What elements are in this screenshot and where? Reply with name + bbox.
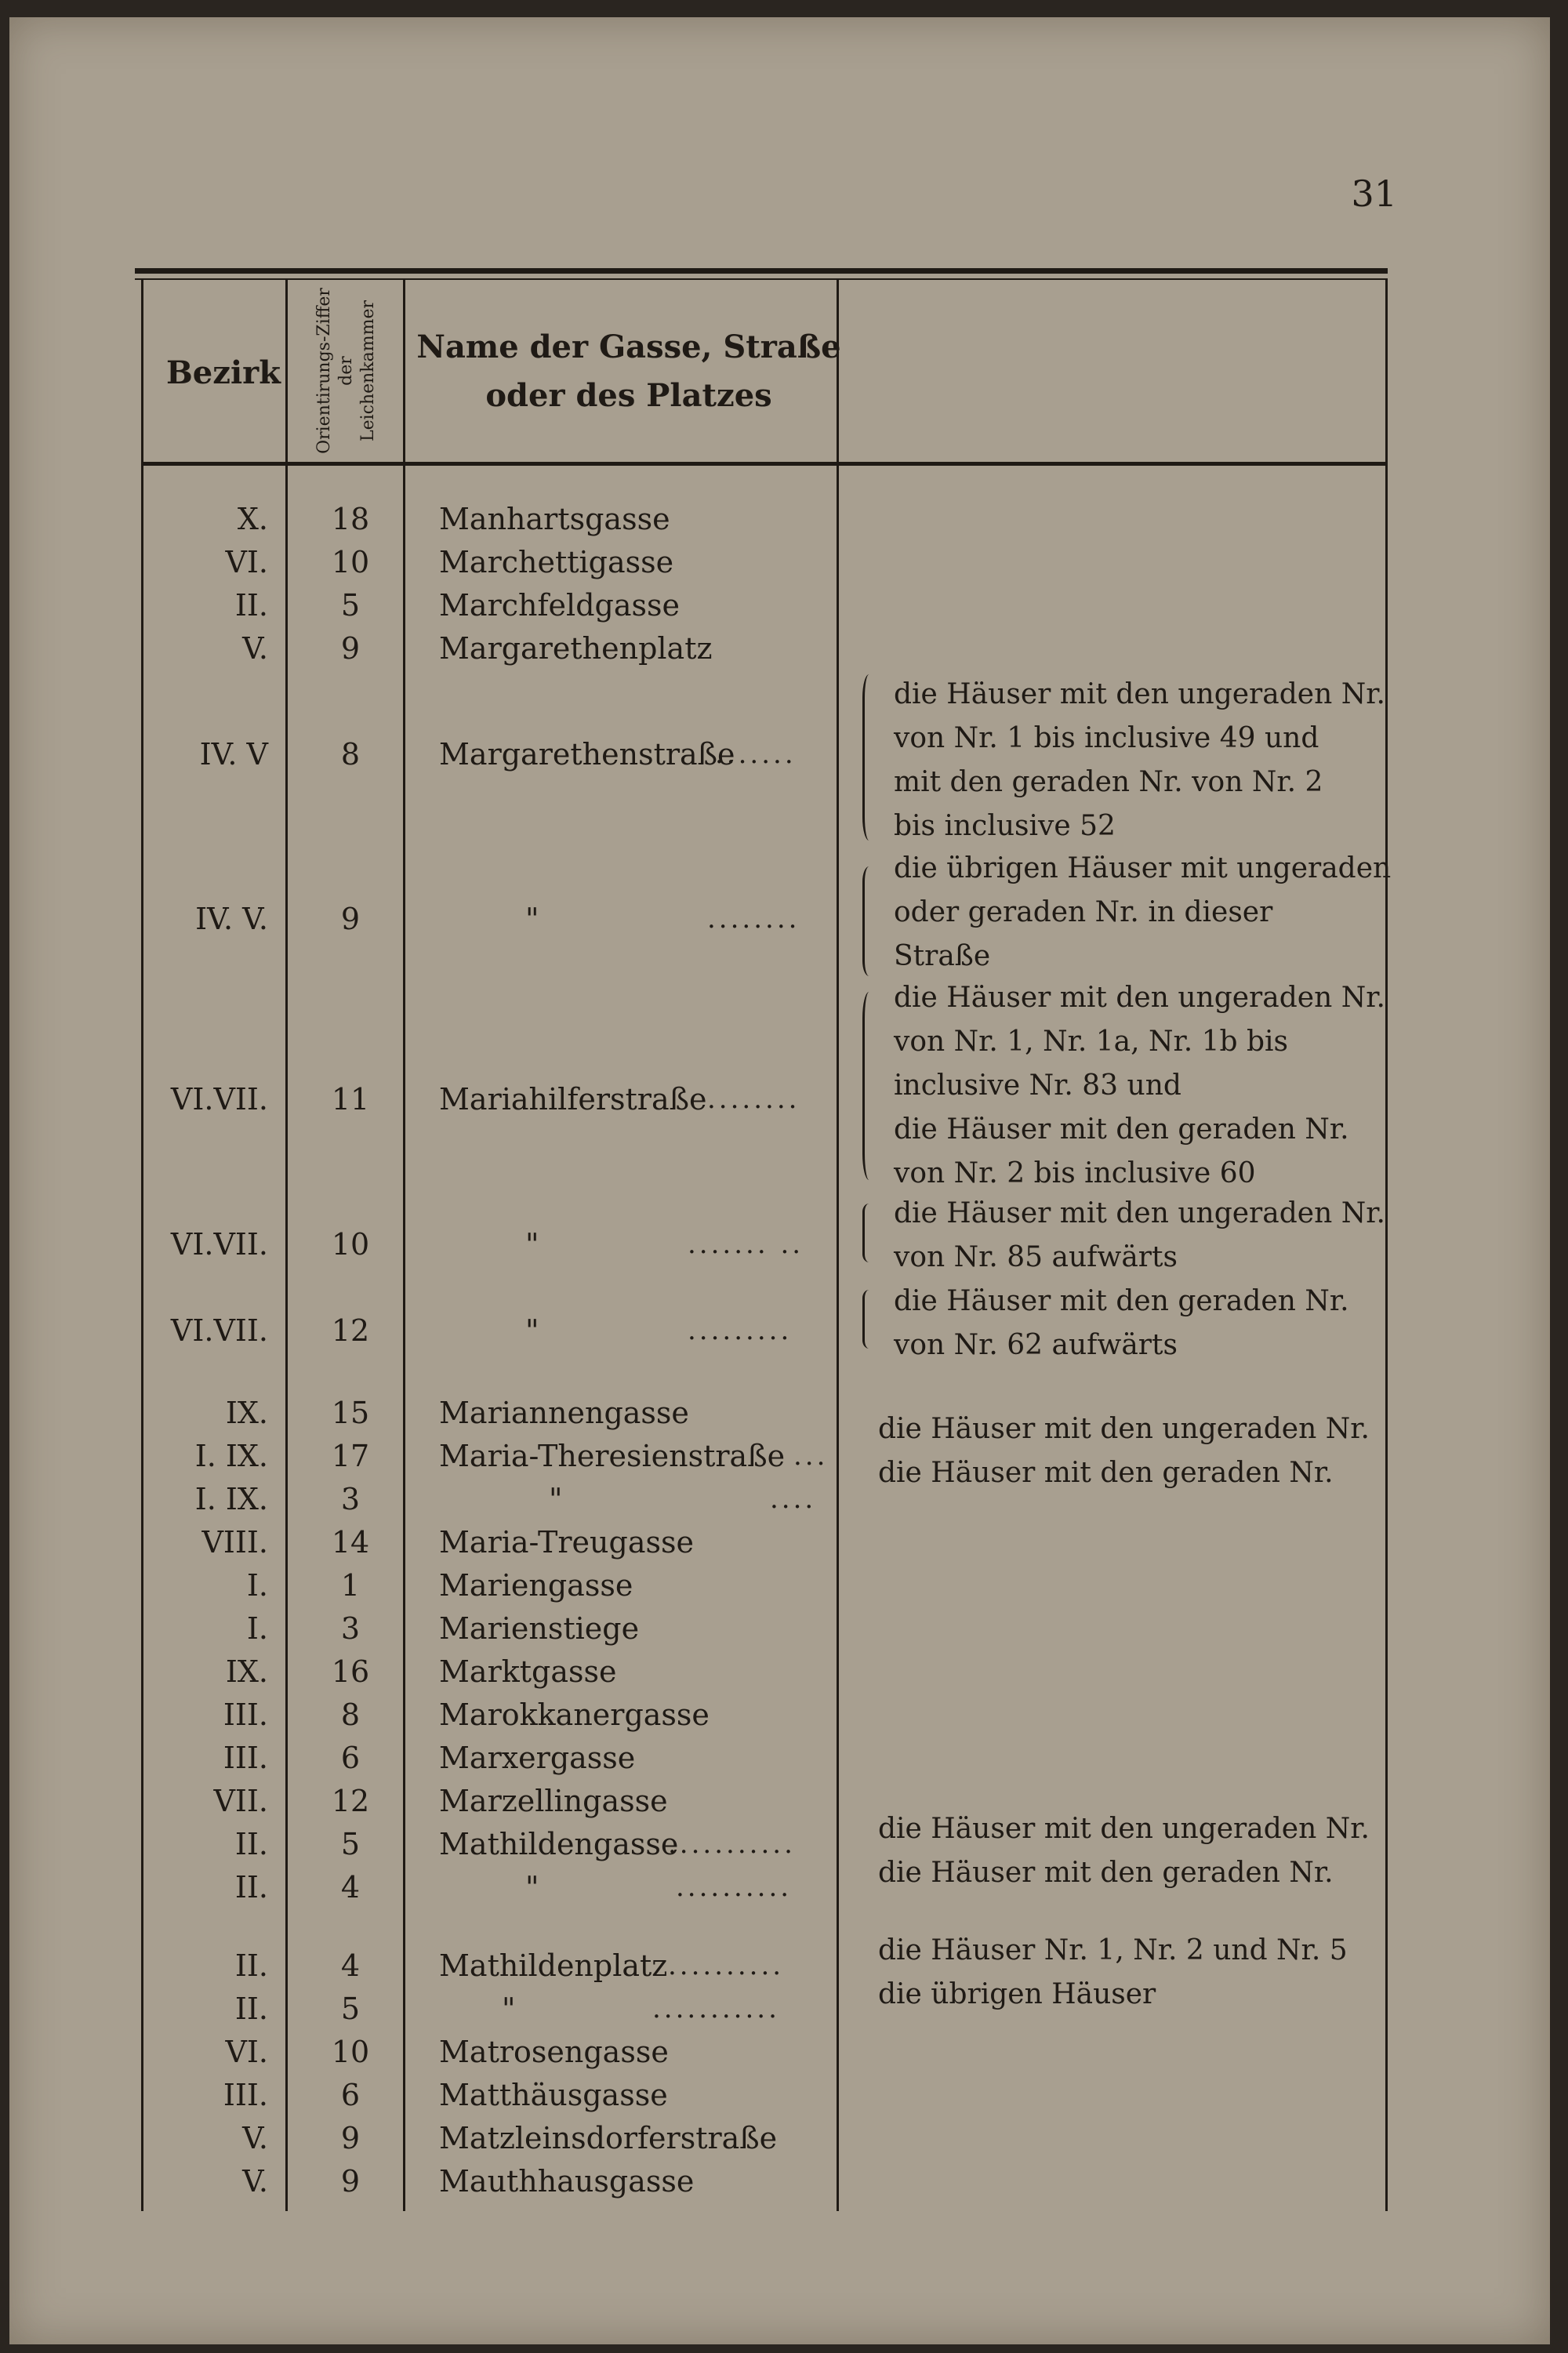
book-page <box>9 17 1550 2344</box>
bezirk-cell: IX. <box>225 1654 268 1689</box>
ziffer-cell: 11 <box>331 1082 370 1117</box>
note-line: von Nr. 62 aufwärts <box>894 1329 1178 1361</box>
street-name-cell: " <box>502 1992 516 2026</box>
note-line: die übrigen Häuser <box>878 1978 1156 2010</box>
bezirk-cell: II. <box>234 1948 268 1983</box>
header-ziffer <box>303 282 390 459</box>
ziffer-cell: 5 <box>340 1992 361 2026</box>
note-line: Straße <box>894 940 991 972</box>
note-line: die Häuser mit den ungeraden Nr. <box>894 1197 1385 1229</box>
bezirk-cell: III. <box>223 1741 268 1775</box>
ziffer-cell: 16 <box>331 1654 370 1689</box>
header-bezirk: Bezirk <box>166 354 281 391</box>
dot-leader: .......... <box>668 1950 785 1981</box>
table-top-rule-thin <box>135 278 1388 280</box>
ziffer-cell: 10 <box>331 2035 370 2069</box>
ziffer-cell: 8 <box>340 737 361 772</box>
ziffer-cell: 8 <box>340 1698 361 1732</box>
table-top-rule <box>135 268 1388 274</box>
column-divider <box>403 278 405 2211</box>
street-name-cell: Matzleinsdorferstraße <box>439 2121 778 2155</box>
ziffer-cell: 3 <box>340 1611 361 1646</box>
ziffer-cell: 9 <box>340 631 361 666</box>
curly-brace <box>862 866 876 976</box>
note-line: die Häuser mit den geraden Nr. <box>894 1285 1349 1317</box>
header-name <box>409 323 848 420</box>
street-name-cell: Marchettigasse <box>439 545 674 579</box>
note-line: die Häuser mit den ungeraden Nr. <box>878 1813 1370 1845</box>
bezirk-cell: IV. V. <box>195 902 268 936</box>
note-line: oder geraden Nr. in dieser <box>894 896 1273 928</box>
street-name-cell: Marokkanergasse <box>439 1698 710 1732</box>
table-header-rule <box>141 462 1388 466</box>
street-name-cell: Marchfeldgasse <box>439 588 680 623</box>
street-name-cell: Mauthhausgasse <box>439 2164 695 2199</box>
ziffer-cell: 4 <box>340 1948 361 1983</box>
bezirk-cell: V. <box>242 2164 268 2199</box>
bezirk-cell: II. <box>234 1827 268 1861</box>
street-name-cell: " <box>525 902 539 936</box>
ziffer-cell: 10 <box>331 545 370 579</box>
street-name-cell: Mariannengasse <box>439 1396 689 1430</box>
street-name-cell: Mariengasse <box>439 1568 633 1603</box>
note-line: von Nr. 1, Nr. 1a, Nr. 1b bis <box>894 1026 1289 1058</box>
street-name-cell: " <box>525 1227 539 1262</box>
street-name-cell: " <box>549 1482 563 1516</box>
street-name-cell: " <box>525 1313 539 1348</box>
column-divider <box>1385 278 1388 2211</box>
street-name-cell: Maria-Theresienstraße <box>439 1439 786 1473</box>
street-name-cell: Mathildenplatz <box>439 1948 668 1983</box>
bezirk-cell: III. <box>223 2078 268 2112</box>
bezirk-cell: VI.VII. <box>170 1227 268 1262</box>
note-line: die übrigen Häuser mit ungeraden <box>894 852 1392 884</box>
dot-leader: ......... <box>688 1315 793 1346</box>
ziffer-cell: 10 <box>331 1227 370 1262</box>
bezirk-cell: II. <box>234 588 268 623</box>
ziffer-cell: 9 <box>340 2164 361 2199</box>
ziffer-cell: 9 <box>340 902 361 936</box>
bezirk-cell: VI. <box>225 545 268 579</box>
bezirk-cell: V. <box>242 631 268 666</box>
column-divider <box>837 278 839 2211</box>
street-name-cell: Margarethenplatz <box>439 631 713 666</box>
dot-leader: ........... <box>652 1993 780 2024</box>
street-name-cell: Marienstiege <box>439 1611 640 1646</box>
ziffer-cell: 12 <box>331 1784 370 1818</box>
ziffer-cell: 14 <box>331 1525 370 1560</box>
page-number: 31 <box>1351 172 1397 215</box>
bezirk-cell: I. IX. <box>194 1482 268 1516</box>
street-name-cell: Marzellingasse <box>439 1784 668 1818</box>
dot-leader: .... <box>770 1483 817 1515</box>
note-line: von Nr. 2 bis inclusive 60 <box>894 1157 1256 1189</box>
bezirk-cell: I. <box>246 1568 268 1603</box>
curly-brace <box>862 1204 876 1262</box>
bezirk-cell: VI.VII. <box>170 1082 268 1117</box>
street-name-cell: Matrosengasse <box>439 2035 669 2069</box>
street-name-cell: Matthäusgasse <box>439 2078 668 2112</box>
street-name-cell: " <box>525 1870 539 1905</box>
note-line: mit den geraden Nr. von Nr. 2 <box>894 766 1323 798</box>
street-name-cell: Mathildengasse <box>439 1827 679 1861</box>
ziffer-cell: 6 <box>340 2078 361 2112</box>
note-line: die Häuser mit den ungeraden Nr. <box>878 1413 1370 1445</box>
note-line: die Häuser mit den geraden Nr. <box>878 1457 1334 1489</box>
note-line: inclusive Nr. 83 und <box>894 1069 1181 1102</box>
ziffer-cell: 15 <box>331 1396 370 1430</box>
note-line: von Nr. 85 aufwärts <box>894 1241 1178 1273</box>
note-line: von Nr. 1 bis inclusive 49 und <box>894 722 1319 754</box>
street-name-cell: Maria-Treugasse <box>439 1525 694 1560</box>
bezirk-cell: VI. <box>225 2035 268 2069</box>
ziffer-cell: 17 <box>331 1439 370 1473</box>
header-name-line2: oder des Platzes <box>485 377 772 414</box>
dot-leader: ........... <box>668 1828 796 1860</box>
ziffer-cell: 5 <box>340 588 361 623</box>
note-line: die Häuser mit den geraden Nr. <box>894 1113 1349 1146</box>
street-name-cell: Manhartsgasse <box>439 502 670 536</box>
note-line: die Häuser mit den geraden Nr. <box>878 1857 1334 1889</box>
ziffer-cell: 6 <box>340 1741 361 1775</box>
bezirk-cell: VI.VII. <box>170 1313 268 1348</box>
bezirk-cell: II. <box>234 1992 268 2026</box>
ziffer-cell: 1 <box>340 1568 361 1603</box>
ziffer-cell: 4 <box>340 1870 361 1905</box>
note-line: die Häuser Nr. 1, Nr. 2 und Nr. 5 <box>878 1934 1348 1966</box>
header-name-line1: Name der Gasse, Straße <box>416 329 841 365</box>
dot-leader: ........ <box>707 1084 800 1115</box>
bezirk-cell: III. <box>223 1698 268 1732</box>
bezirk-cell: V. <box>242 2121 268 2155</box>
ziffer-cell: 5 <box>340 1827 361 1861</box>
bezirk-cell: VIII. <box>201 1525 268 1560</box>
ziffer-cell: 18 <box>331 502 370 536</box>
ziffer-cell: 9 <box>340 2121 361 2155</box>
curly-brace <box>862 1290 876 1349</box>
curly-brace <box>862 992 876 1180</box>
bezirk-cell: I. IX. <box>194 1439 268 1473</box>
header-ziffer-text: Orientirungs-Ziffer der Leichenkammer <box>314 287 378 454</box>
street-name-cell: Mariahilferstraße <box>439 1082 707 1117</box>
bezirk-cell: I. <box>246 1611 268 1646</box>
dot-leader: ....... .. <box>688 1229 804 1260</box>
bezirk-cell: IV. V <box>199 737 268 772</box>
dot-leader: .......... <box>676 1872 793 1903</box>
note-line: die Häuser mit den ungeraden Nr. <box>894 982 1385 1014</box>
note-line: bis inclusive 52 <box>894 810 1116 842</box>
street-name-cell: Marktgasse <box>439 1654 617 1689</box>
dot-leader: ........ <box>707 903 800 935</box>
bezirk-cell: II. <box>234 1870 268 1905</box>
dot-leader: ... <box>793 1440 829 1472</box>
ziffer-cell: 12 <box>331 1313 370 1348</box>
bezirk-cell: IX. <box>225 1396 268 1430</box>
ziffer-cell: 3 <box>340 1482 361 1516</box>
curly-brace <box>862 674 876 841</box>
street-name-cell: Margarethenstraße <box>439 737 735 772</box>
dot-leader: ....... <box>715 739 797 770</box>
bezirk-cell: X. <box>237 502 268 536</box>
note-line: die Häuser mit den ungeraden Nr. <box>894 678 1385 710</box>
bezirk-cell: VII. <box>213 1784 268 1818</box>
street-name-cell: Marxergasse <box>439 1741 636 1775</box>
column-divider <box>285 278 288 2211</box>
